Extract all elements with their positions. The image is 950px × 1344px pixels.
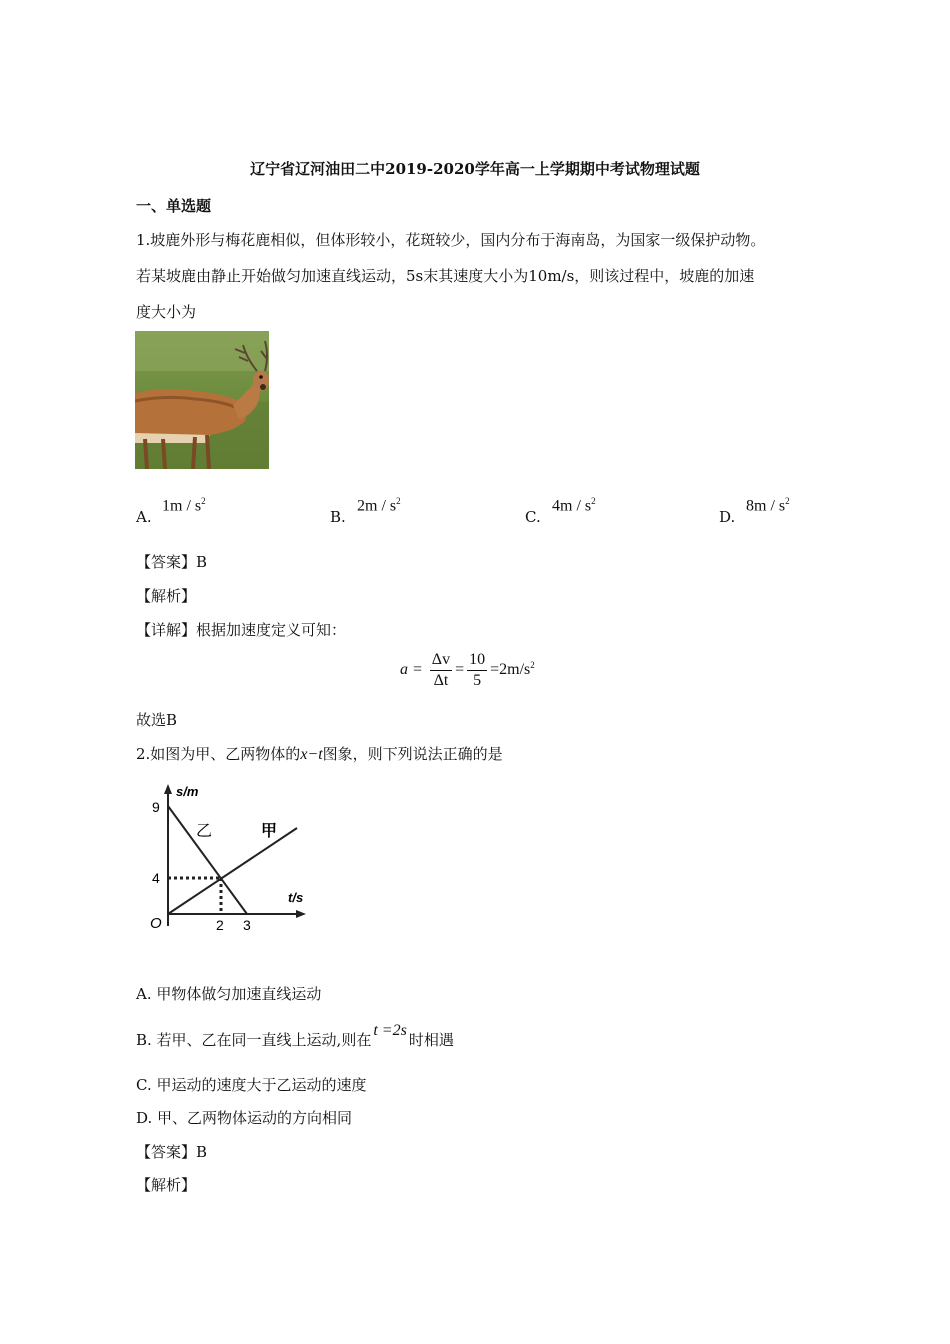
q2-analysis: 【解析】 — [136, 1176, 197, 1194]
q1-option-d-value: $8m / s^2$ — [746, 496, 790, 515]
q1-stem-line3: 度大小为 — [136, 303, 197, 321]
q1-option-d-label: D. — [719, 508, 736, 526]
q1-option-b-label: B. — [330, 508, 346, 526]
q1-option-a-value: $1m / s^2$ — [162, 496, 206, 515]
q1-option-b-value: $2m / s^2$ — [357, 496, 401, 515]
acceleration-formula: a = $\frac{\Delta v}{\Delta t}$ = $\frac{10}{5}$ $=2m/s^2$ — [400, 651, 535, 689]
q2-answer: 【答案】B — [136, 1143, 208, 1161]
q1-analysis: 【解析】 — [136, 587, 197, 605]
label-jia: 甲 — [261, 821, 278, 840]
q2-stem: 2.如图为甲、乙两物体的x−t图象，则下列说法正确的是 — [136, 745, 503, 763]
q1-option-c-value: $4m / s^2$ — [552, 496, 596, 515]
x-tick-3: 3 — [243, 917, 251, 933]
deer-image — [135, 331, 269, 469]
q2-option-c: C. 甲运动的速度大于乙运动的速度 — [136, 1076, 367, 1094]
x-axis-label: t/s — [288, 890, 304, 905]
y-tick-4: 4 — [152, 870, 160, 886]
document-title: 辽宁省辽河油田二中2019-2020学年高一上学期期中考试物理试题 — [250, 160, 700, 178]
y-axis-label: s/m — [176, 784, 199, 799]
fraction-values: $\frac{10}{5}$ — [469, 651, 486, 689]
q2-option-a: A. 甲物体做匀加速直线运动 — [136, 985, 322, 1003]
xt-graph — [140, 778, 320, 942]
q1-detail: 【详解】根据加速度定义可知： — [136, 621, 347, 639]
q2-option-d: D. 甲、乙两物体运动的方向相同 — [136, 1109, 353, 1127]
line-jia — [168, 828, 297, 914]
q1-option-a-label: A. — [136, 508, 152, 526]
q1-stem-line2: 若某坡鹿由静止开始做匀加速直线运动，5s末其速度大小为10m/s，则该过程中，坡鹿的加速 — [136, 267, 755, 285]
x-axis-arrow — [296, 910, 306, 918]
q1-answer: 【答案】B — [136, 553, 208, 571]
fraction-delta: $\frac{\Delta v}{\Delta t}$ — [431, 651, 451, 689]
q1-stem-line1: 1.坡鹿外形与梅花鹿相似，但体形较小，花斑较少，国内分布于海南岛，为国家一级保护动物。 — [136, 231, 766, 249]
q1-conclusion: 故选B — [136, 711, 178, 729]
q2-option-b: B. 若甲、乙在同一直线上运动,则在t =2s时相遇 — [136, 1022, 454, 1049]
deer-photo — [135, 331, 269, 469]
label-yi: 乙 — [196, 821, 213, 840]
y-axis-arrow — [164, 784, 172, 794]
section-heading: 一、单选题 — [136, 197, 212, 215]
x-tick-2: 2 — [216, 917, 224, 933]
y-tick-9: 9 — [152, 799, 160, 815]
origin-label: O — [150, 915, 162, 932]
q1-option-c-label: C. — [525, 508, 541, 526]
